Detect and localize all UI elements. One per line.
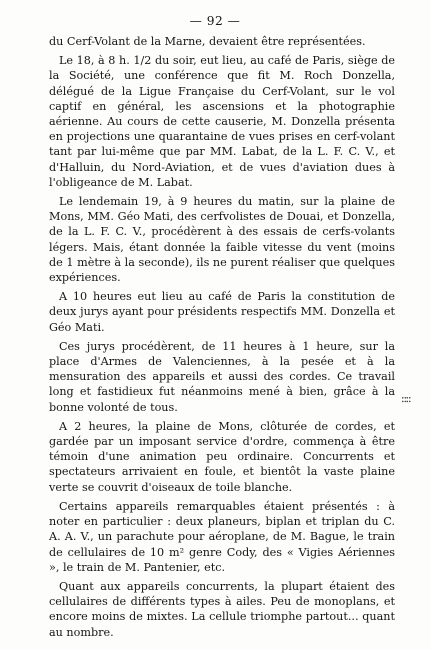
paragraph-3: Le lendemain 19, à 9 heures du matin, sur la plaine de Mons, MM. Géo Mati, des cerfvolistes de Douai, et Donzella, de la L. F. C. V., procédèrent à des essais de cerfs-volants légers. Mais, étant donnée la faible vitesse du vent (moins de 1 mètre à la seconde), ils ne purent réaliser que quelques expériences. — [49, 195, 395, 285]
paragraph-5: Ces jurys procédèrent, de 11 heures à 1 heure, sur la place d'Armes de Valenciennes, à la pesée et à la mensuration des appareils et aussi des cordes. Ce travail long et fastidieux fut néanmoins mené à bien, grâce à la bonne volonté de tous. — [49, 339, 395, 414]
paragraph-6: A 2 heures, la plaine de Mons, clôturée de cordes, et gardée par un imposant service d'ordre, commença à être témoin d'une animation peu ordinaire. Concurrents et spectateurs arrivaient en foule, et bientôt la vaste plaine verte se couvrit d'oiseaux de toile blanche. — [49, 419, 395, 494]
page-number: — 92 — — [189, 14, 241, 28]
paragraph-2: Le 18, à 8 h. 1/2 du soir, eut lieu, au café de Paris, siège de la Société, une conférence que fit M. Roch Donzella, délégué de la Ligue Française du Cerf-Volant, sur le vol captif en général, les ascensions et la photographie aérienne. Au cours de cette causerie, M. Donzella présenta en projections une quarantaine de vues prises en cerf-volant tant par lui-même que par MM. Labat, de la L. F. C. V., et d'Halluin, du Nord-Aviation, et de vues d'aviation dues à l'obligeance de M. Labat. — [49, 54, 395, 189]
margin-mark: ⁞⁞ — [398, 396, 413, 404]
paragraph-4: A 10 heures eut lieu au café de Paris la constitution de deux jurys ayant pour présidents respectifs MM. Donzella et Géo Mati. — [49, 290, 395, 334]
paragraph-7: Certains appareils remarquables étaient présentés : à noter en particulier : deux planeurs, biplan et triplan du C. A. A. V., un parachute pour aéroplane, de M. Bague, le train de cellulaires de 10 m² genre Cody, des « Vigies Aériennes », le train de M. Pantenier, etc. — [49, 499, 395, 574]
paragraph-1: du Cerf-Volant de la Marne, devaient être représentées. — [49, 35, 366, 48]
document-body — [49, 34, 395, 644]
paragraph-8: Quant aux appareils concurrents, la plupart étaient des cellulaires de différents types à ailes. Peu de monoplans, et encore moins de mixtes. La cellule triomphe partout... quant au nombre. — [49, 579, 395, 639]
